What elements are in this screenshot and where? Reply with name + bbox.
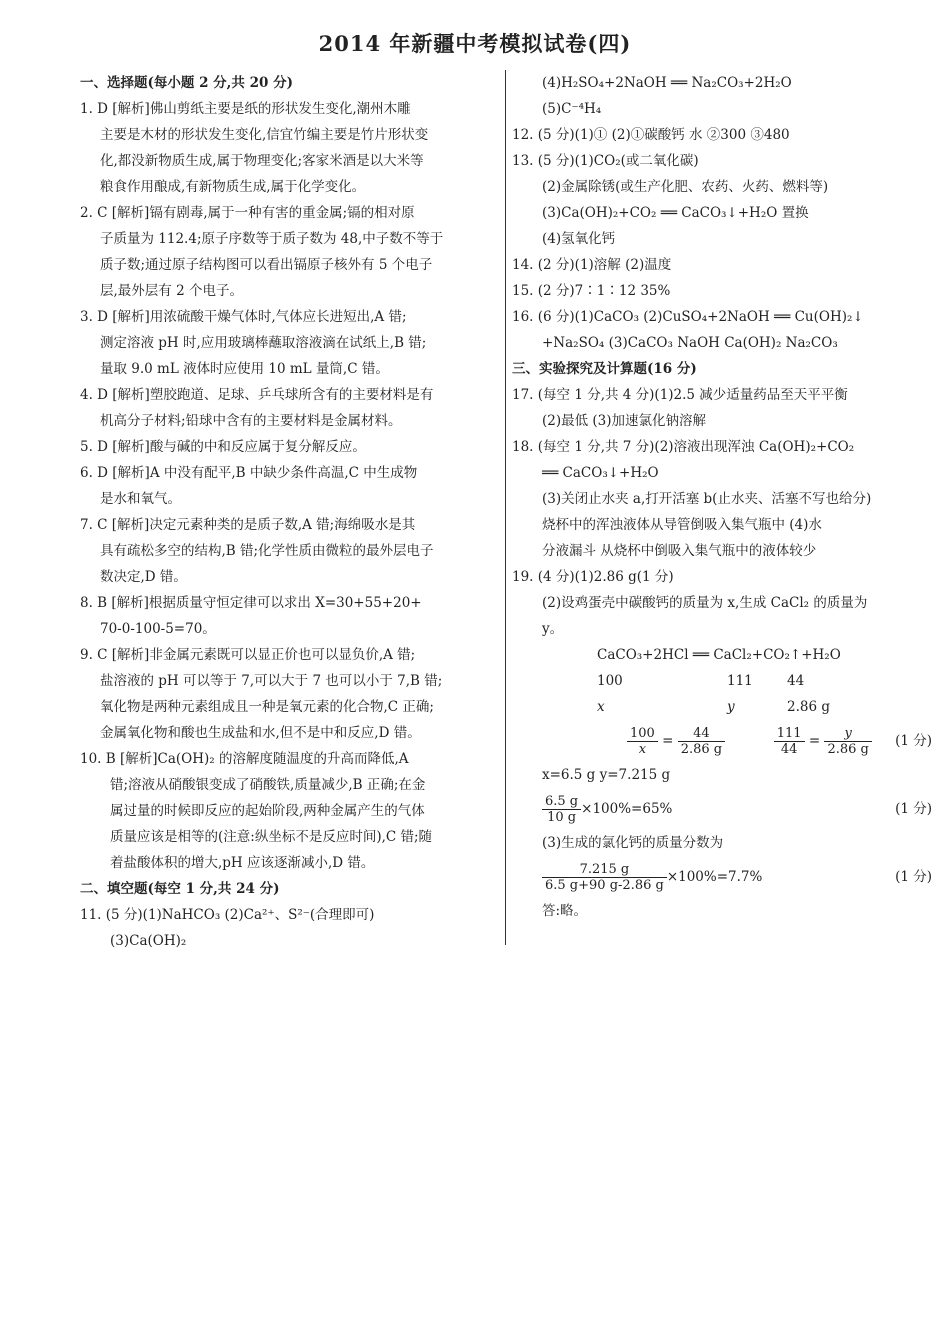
right-answers (512, 70, 932, 642)
reaction-mass-row (597, 668, 932, 694)
percent2-row (512, 856, 932, 898)
mass-cacl2: 111 (727, 673, 753, 689)
text-line: 70-0-100-5=70。 (100, 621, 216, 637)
text-line: (3)Ca(OH)₂+CO₂ ══ CaCO₃↓+H₂O 置换 (542, 205, 809, 221)
section-heading: 三、实验探究及计算题(16 分) (512, 361, 697, 377)
text-line: y。 (542, 621, 564, 637)
text-line: 17. (每空 1 分,共 4 分)(1)2.5 减少适量药品至天平平衡 (512, 387, 848, 403)
fraction-cacl2-percent: $\frac{7.215 g}{6.5 g+90 g-2.86 g}$ (542, 862, 667, 893)
score-label: (1 分) (895, 733, 932, 749)
text-line: 分液漏斗 从烧杯中倒吸入集气瓶中的液体较少 (542, 543, 817, 559)
text-line: 14. (2 分)(1)溶解 (2)温度 (512, 257, 672, 273)
text-line: 着盐酸体积的增大,pH 应该逐渐减小,D 错。 (110, 855, 375, 871)
equals-sign: = (662, 733, 674, 749)
section-heading: 二、填空题(每空 1 分,共 24 分) (80, 881, 280, 897)
text-line: 属过量的时候即反应的起始阶段,两种金属产生的气体 (110, 803, 425, 819)
text-line: 子质量为 112.4;原子序数等于质子数为 48,中子数不等于 (100, 231, 444, 247)
text-line: 15. (2 分)7∶1∶12 35% (512, 283, 671, 299)
ratio-row (512, 720, 932, 762)
text-line: 化,都没新物质生成,属于物理变化;客家米酒是以大米等 (100, 153, 424, 169)
text-line: 质量应该是相等的(注意:纵坐标不是反应时间),C 错;随 (110, 829, 433, 845)
equals-sign: = (808, 733, 821, 749)
reaction-equation: CaCO₃+2HCl ══ CaCl₂+CO₂↑+H₂O (597, 647, 841, 663)
text-line: 9. C [解析]非金属元素既可以显正价也可以显负价,A 错; (80, 647, 416, 663)
text-line: (3)Ca(OH)₂ (110, 933, 187, 949)
text-line: 氧化物是两种元素组成且一种是氧元素的化合物,C 正确; (100, 699, 434, 715)
mass-co2: 44 (787, 673, 805, 689)
text-line: 机高分子材料;铅球中含有的主要材料是金属材料。 (100, 413, 402, 429)
text-line: 错;溶液从硝酸银变成了硝酸铁,质量减少,B 正确;在金 (110, 777, 426, 793)
right-column (512, 70, 932, 924)
text-line: 11. (5 分)(1)NaHCO₃ (2)Ca²⁺、S²⁻(合理即可) (80, 907, 375, 923)
text-line: (2)金属除锈(或生产化肥、农药、火药、燃料等) (542, 179, 829, 195)
text-line: 层,最外层有 2 个电子。 (100, 283, 243, 299)
solution-line: x=6.5 g y=7.215 g (542, 767, 671, 783)
text-line: (4)氢氧化钙 (542, 231, 616, 247)
section-heading: 一、选择题(每小题 2 分,共 20 分) (80, 75, 293, 91)
text-line: 1. D [解析]佛山剪纸主要是纸的形状发生变化,潮州木雕 (80, 101, 411, 117)
text-line: 粮食作用酿成,有新物质生成,属于化学变化。 (100, 179, 366, 195)
fraction-44-286: $\frac{44}{2.86 g}$ (678, 726, 725, 757)
text-line: 数决定,D 错。 (100, 569, 187, 585)
mass-caco3: 100 (597, 673, 623, 689)
percent2-result: ×100%=7.7% (666, 869, 763, 885)
text-line: 盐溶液的 pH 可以等于 7,可以大于 7 也可以小于 7,B 错; (100, 673, 443, 689)
text-line: (3)关闭止水夹 a,打开活塞 b(止水夹、活塞不写也给分) (542, 491, 872, 507)
column-divider (505, 70, 506, 945)
unknown-x: x (597, 699, 605, 715)
text-line: 3. D [解析]用浓硫酸干燥气体时,气体应长进短出,A 错; (80, 309, 407, 325)
text-line: ══ CaCO₃↓+H₂O (542, 465, 659, 481)
fraction-100-x: $\frac{100}{x}$ (627, 726, 658, 757)
known-co2-mass: 2.86 g (787, 699, 830, 715)
part3-line: (3)生成的氯化钙的质量分数为 (542, 835, 724, 851)
text-line: 19. (4 分)(1)2.86 g(1 分) (512, 569, 674, 585)
reaction-block (512, 642, 932, 720)
text-line: 13. (5 分)(1)CO₂(或二氧化碳) (512, 153, 699, 169)
percent-result: ×100%=65% (581, 801, 673, 817)
fraction-111-44: $\frac{111}{44}$ (774, 726, 805, 757)
text-line: +Na₂SO₄ (3)CaCO₃ NaOH Ca(OH)₂ Na₂CO₃ (542, 335, 838, 351)
text-line: (2)设鸡蛋壳中碳酸钙的质量为 x,生成 CaCl₂ 的质量为 (542, 595, 868, 611)
fraction-y-286: $\frac{y}{2.86 g}$ (824, 726, 871, 757)
text-line: 7. C [解析]决定元素种类的是质子数,A 错;海绵吸水是其 (80, 517, 416, 533)
text-line: 16. (6 分)(1)CaCO₃ (2)CuSO₄+2NaOH ══ Cu(OH)₂↓ (512, 309, 864, 325)
unknown-y: y (727, 699, 735, 715)
text-line: 金属氧化物和酸也生成盐和水,但不是中和反应,D 错。 (100, 725, 421, 741)
text-line: 烧杯中的浑浊液体从导管倒吸入集气瓶中 (4)水 (542, 517, 822, 533)
score-label: (1 分) (895, 801, 932, 817)
reaction-unknown-row (597, 694, 932, 720)
text-line: 8. B [解析]根据质量守恒定律可以求出 X=30+55+20+ (80, 595, 422, 611)
page-title: 2014 年新疆中考模拟试卷(四) (318, 31, 632, 56)
text-line: 2. C [解析]镉有剧毒,属于一种有害的重金属;镉的相对原 (80, 205, 415, 221)
text-line: 5. D [解析]酸与碱的中和反应属于复分解反应。 (80, 439, 366, 455)
text-line: 主要是木材的形状发生变化,信宜竹编主要是竹片形状变 (100, 127, 429, 143)
fraction-65-10: $\frac{6.5 g}{10 g}$ (542, 794, 581, 825)
left-column (80, 70, 498, 954)
text-line: 具有疏松多空的结构,B 错;化学性质由微粒的最外层电子 (100, 543, 434, 559)
text-line: (2)最低 (3)加速氯化钠溶解 (542, 413, 707, 429)
text-line: 12. (5 分)(1)① (2)①碳酸钙 水 ②300 ③480 (512, 127, 790, 143)
answer-line: 答:略。 (542, 903, 588, 919)
text-line: (4)H₂SO₄+2NaOH ══ Na₂CO₃+2H₂O (542, 75, 792, 91)
text-line: 是水和氧气。 (100, 491, 181, 507)
text-line: 测定溶液 pH 时,应用玻璃棒蘸取溶液滴在试纸上,B 错; (100, 335, 427, 351)
text-line: 4. D [解析]塑胶跑道、足球、乒乓球所含有的主要材料是有 (80, 387, 434, 403)
text-line: 18. (每空 1 分,共 7 分)(2)溶液出现浑浊 Ca(OH)₂+CO₂ (512, 439, 855, 455)
text-line: 质子数;通过原子结构图可以看出镉原子核外有 5 个电子 (100, 257, 433, 273)
text-line: (5)C⁻⁴H₄ (542, 101, 602, 117)
text-line: 6. D [解析]A 中没有配平,B 中缺少条件高温,C 中生成物 (80, 465, 418, 481)
text-line: 10. B [解析]Ca(OH)₂ 的溶解度随温度的升高而降低,A (80, 751, 409, 767)
text-line: 量取 9.0 mL 液体时应使用 10 mL 量筒,C 错。 (100, 361, 389, 377)
percent-row (512, 788, 932, 830)
score-label: (1 分) (895, 869, 932, 885)
